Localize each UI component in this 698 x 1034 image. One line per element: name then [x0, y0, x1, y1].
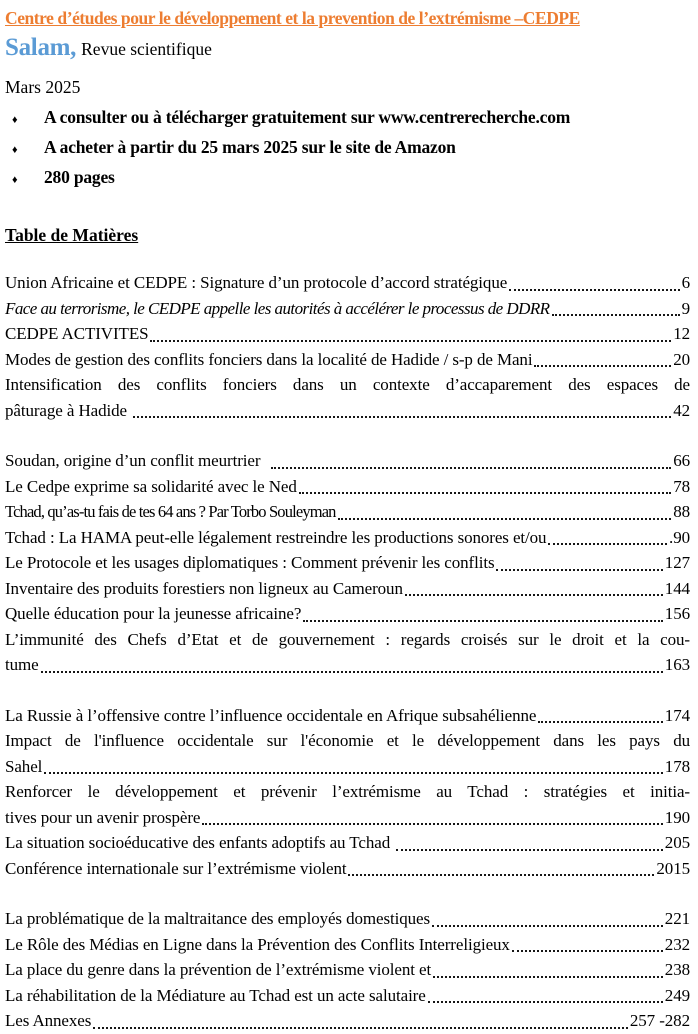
- toc-entry-title: Tchad, qu’as-tu fais de tes 64 ans ? Par Torbo Souleyman: [5, 502, 336, 521]
- toc-entry-line: [5, 830, 690, 856]
- dot-leader: [534, 365, 671, 367]
- toc-entry: [5, 779, 690, 830]
- toc-page-number: 238: [664, 960, 690, 979]
- toc-page-number: 257 -282: [629, 1011, 690, 1030]
- toc-page-number: 249: [664, 985, 690, 1005]
- toc-entry: [5, 1008, 690, 1034]
- toc-entry: [5, 906, 690, 932]
- toc-entry-title: Quelle éducation pour la jeunesse africaine?: [5, 604, 302, 623]
- toc-entry-line: [5, 474, 690, 500]
- dot-leader: [496, 569, 662, 571]
- dot-leader: [41, 671, 663, 673]
- toc-entry-title: Tchad : La HAMA peut-elle légalement restreindre les productions sonores et/ou: [5, 527, 547, 547]
- toc-entry-line: [5, 932, 690, 958]
- toc-entry: [5, 347, 690, 373]
- toc-entry-line: [5, 906, 690, 932]
- bullet-item: [5, 107, 690, 137]
- toc-entry-line: [5, 983, 690, 1009]
- toc-page-number: 144: [664, 578, 690, 598]
- dot-leader: [548, 543, 667, 545]
- toc-entry: [5, 474, 690, 500]
- toc-entry-line: [5, 957, 690, 983]
- toc-entry-title: Conférence internationale sur l’extrémisme violent: [5, 858, 347, 878]
- toc-entry-title: Soudan, origine d’un conflit meurtrier: [5, 451, 269, 470]
- toc-entry-line: [5, 754, 690, 780]
- bullet-text: A consulter ou à télécharger gratuitement sur www.centrerecherche.com: [44, 107, 571, 127]
- toc-page-number: 88: [673, 502, 690, 521]
- dot-leader: [299, 492, 671, 494]
- toc-entry: [5, 601, 690, 627]
- toc-page-number: 6: [681, 273, 690, 292]
- dot-leader: [133, 416, 671, 418]
- toc-page-number: 221: [664, 909, 690, 928]
- toc-page-number: 20: [673, 349, 690, 369]
- toc-page-number: 205: [664, 833, 690, 852]
- toc-entry-title: La situation socioéducative des enfants adoptifs au Tchad: [5, 833, 395, 852]
- toc-entry: [5, 932, 690, 958]
- dot-leader: [538, 721, 662, 723]
- toc-page-number: 127: [664, 553, 690, 572]
- bullet-text: A acheter à partir du 25 mars 2025 sur le site de Amazon: [44, 137, 456, 157]
- toc-group: [5, 703, 690, 882]
- toc-entry: [5, 550, 690, 576]
- bullet-item: [5, 137, 690, 167]
- dot-leader: [552, 314, 680, 316]
- journal-title-line: [5, 33, 690, 66]
- toc-page-number: 42: [673, 400, 690, 420]
- toc-entry-line: [5, 576, 690, 602]
- dot-leader: [93, 1027, 628, 1029]
- org-title: Centre d’études pour le développement et la prevention de l’extrémisme –CEDPE: [5, 8, 580, 28]
- dot-leader: [348, 874, 654, 876]
- toc-entry-title: Les Annexes: [5, 1011, 92, 1030]
- toc-entry-line: [5, 550, 690, 576]
- dot-leader: [396, 849, 663, 851]
- dot-leader: [150, 340, 671, 342]
- toc-entry-line: [5, 499, 690, 525]
- toc-entry-title: La réhabilitation de la Médiature au Tchad est un acte salutaire: [5, 985, 426, 1005]
- toc-entry: [5, 703, 690, 729]
- dot-leader: [432, 925, 663, 927]
- toc-page-number: 12: [673, 324, 690, 343]
- toc-entry-wrap-line: L’immunité des Chefs d’Etat et de gouvernement : regards croisés sur le droit et la cou-: [5, 629, 690, 649]
- issue-date: Mars 2025: [5, 77, 81, 97]
- dot-leader: [509, 289, 679, 291]
- toc-entry-wrap-line: Renforcer le développement et prévenir l’extrémisme au Tchad : stratégies et initia-: [5, 782, 690, 801]
- toc-entry: [5, 830, 690, 856]
- toc-entry: [5, 372, 690, 423]
- toc-page-number: 163: [664, 655, 690, 674]
- toc-entry-title: Face au terrorisme, le CEDPE appelle les autorités à accélérer le processus de DDRR: [5, 298, 550, 318]
- toc-entry: [5, 270, 690, 296]
- toc-entry: [5, 296, 690, 322]
- toc-heading: Table de Matières: [5, 225, 139, 245]
- toc-group: [5, 906, 690, 1034]
- toc-entry-line: [5, 270, 690, 296]
- toc-entry: [5, 983, 690, 1009]
- toc-group: [5, 448, 690, 678]
- toc-entry-line: [5, 296, 690, 322]
- diamond-bullet-icon: ♦: [12, 174, 18, 186]
- dot-leader: [338, 518, 672, 520]
- toc-entry: [5, 448, 690, 474]
- toc-page-number: 190: [664, 807, 690, 827]
- toc-page-number: 156: [664, 604, 690, 623]
- diamond-bullet-icon: ♦: [12, 144, 18, 156]
- toc-entry: [5, 957, 690, 983]
- toc-entry-line: [5, 347, 690, 373]
- toc-entry: [5, 856, 690, 882]
- dot-leader: [512, 950, 663, 952]
- toc-entry: [5, 576, 690, 602]
- toc-page-number: 174: [664, 705, 690, 725]
- toc-entry-line: [5, 652, 690, 678]
- toc-entry-title: Modes de gestion des conflits fonciers dans la localité de Hadide / s-p de Mani: [5, 349, 533, 369]
- bullet-item: [5, 167, 690, 197]
- toc-entry-line: [5, 321, 690, 347]
- dot-leader: [202, 823, 662, 825]
- dot-leader: [44, 772, 663, 774]
- dot-leader: [405, 594, 663, 596]
- bullet-list: [5, 107, 690, 197]
- toc-page-number: 2015: [656, 858, 690, 878]
- toc-entry-title: tume: [5, 655, 39, 674]
- diamond-bullet-icon: ♦: [12, 114, 18, 126]
- toc-entry-title: La Russie à l’offensive contre l’influence occidentale en Afrique subsahélienne: [5, 705, 537, 725]
- toc-entry-line: [5, 398, 690, 424]
- toc-entry-title: Sahel: [5, 756, 43, 776]
- journal-subtitle: Revue scientifique: [81, 39, 212, 59]
- toc-entry-title: Le Cedpe exprime sa solidarité avec le Ned: [5, 476, 297, 496]
- table-of-contents: [5, 270, 690, 1034]
- toc-entry-title: pâturage à Hadide: [5, 400, 132, 420]
- toc-entry-line: [5, 703, 690, 729]
- toc-entry-title: tives pour un avenir prospère: [5, 807, 201, 827]
- toc-entry-title: La place du genre dans la prévention de l’extrémisme violent et: [5, 960, 432, 979]
- toc-entry-title: CEDPE ACTIVITES: [5, 324, 149, 343]
- toc-page-number: 9: [681, 298, 690, 318]
- dot-leader: [303, 620, 663, 622]
- toc-page-number: .90: [669, 527, 690, 547]
- toc-page-number: 232: [664, 934, 690, 954]
- toc-entry-line: [5, 1008, 690, 1034]
- toc-entry-line: [5, 601, 690, 627]
- toc-entry-line: [5, 805, 690, 831]
- dot-leader: [433, 976, 663, 978]
- toc-entry-title: Le Protocole et les usages diplomatiques : Comment prévenir les conflits: [5, 553, 495, 572]
- toc-entry-title: Inventaire des produits forestiers non ligneux au Cameroun: [5, 578, 403, 598]
- journal-name: Salam,: [5, 34, 77, 61]
- toc-entry-title: La problématique de la maltraitance des employés domestiques: [5, 909, 430, 928]
- toc-entry: [5, 321, 690, 347]
- toc-entry: [5, 499, 690, 525]
- toc-page-number: 66: [673, 451, 690, 470]
- toc-entry-line: [5, 448, 690, 474]
- dot-leader: [428, 1001, 663, 1003]
- dot-leader: [271, 467, 672, 469]
- toc-entry: [5, 728, 690, 779]
- toc-entry-line: [5, 856, 690, 882]
- toc-entry-title: Union Africaine et CEDPE : Signature d’un protocole d’accord stratégique: [5, 273, 508, 292]
- toc-entry-line: [5, 525, 690, 551]
- toc-page-number: 178: [664, 756, 690, 776]
- bullet-text: 280 pages: [44, 167, 115, 187]
- toc-entry-wrap-line: Intensification des conflits fonciers dans un contexte d’accaparement des espaces de: [5, 375, 690, 394]
- toc-page-number: 78: [673, 476, 690, 496]
- toc-group: [5, 270, 690, 423]
- toc-entry: [5, 627, 690, 678]
- toc-entry-title: Le Rôle des Médias en Ligne dans la Prévention des Conflits Interreligieux: [5, 934, 510, 954]
- toc-entry-wrap-line: Impact de l'influence occidentale sur l'économie et le développement dans les pays du: [5, 731, 690, 750]
- toc-entry: [5, 525, 690, 551]
